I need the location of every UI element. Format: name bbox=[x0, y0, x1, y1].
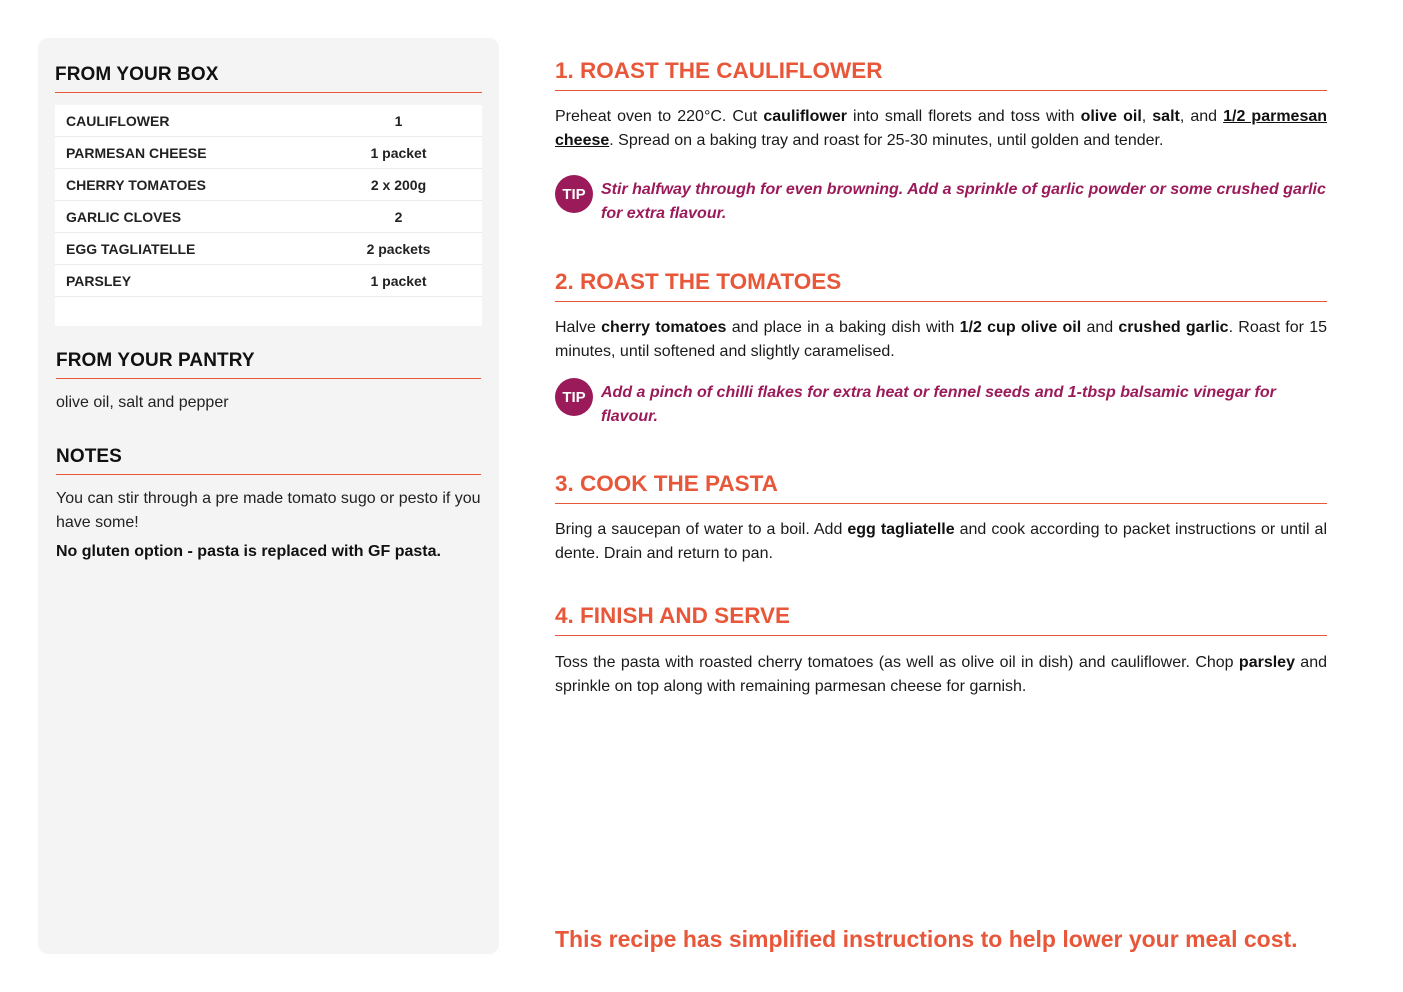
ingredient-qty: 2 bbox=[394, 208, 403, 225]
ingredient-highlight: salt bbox=[1152, 108, 1180, 125]
tip-text: Stir halfway through for even browning. Add a sprinkle of garlic powder or some crushed garlic for extra flavour. bbox=[601, 181, 1326, 222]
step-2-text bbox=[555, 316, 1327, 363]
ingredient-qty: 1 packet bbox=[370, 144, 427, 161]
step-4-text bbox=[555, 651, 1327, 698]
text-run: Toss the pasta with roasted cherry tomatoes (as well as olive oil in dish) and cauliflower. Chop bbox=[555, 654, 1239, 671]
step-4-title: 4. FINISH AND SERVE bbox=[555, 603, 1327, 636]
ingredient-name: EGG TAGLIATELLE bbox=[66, 240, 196, 257]
step-2-title: 2. ROAST THE TOMATOES bbox=[555, 269, 1327, 302]
ingredient-name: GARLIC CLOVES bbox=[66, 208, 182, 225]
text-run: and place in a baking dish with bbox=[726, 319, 960, 336]
ingredient-highlight: egg tagliatelle bbox=[847, 521, 955, 538]
tip-badge: TIP bbox=[555, 175, 593, 213]
ingredients-table bbox=[55, 105, 482, 326]
step-2-tip bbox=[555, 381, 1327, 428]
text-run: . Spread on a baking tray and roast for 25-30 minutes, until golden and tender. bbox=[609, 131, 1164, 149]
ingredient-name: PARSLEY bbox=[66, 272, 132, 289]
ingredient-qty: 2 packets bbox=[366, 240, 431, 257]
ingredient-highlight: olive oil bbox=[1080, 108, 1142, 125]
table-row bbox=[55, 105, 482, 137]
tip-text: Add a pinch of chilli flakes for extra heat or fennel seeds and 1-tbsp balsamic vinegar for flavour. bbox=[601, 384, 1276, 425]
text-run: Halve bbox=[555, 319, 602, 336]
table-row bbox=[55, 265, 482, 297]
notes-text: You can stir through a pre made tomato sugo or pesto if you have some! bbox=[56, 490, 481, 531]
text-run: Preheat oven to 220°C. Cut bbox=[555, 108, 764, 125]
table-row bbox=[55, 233, 482, 265]
ingredients-sidebar bbox=[38, 38, 499, 954]
pantry-text: olive oil, salt and pepper bbox=[56, 394, 229, 411]
notes-heading: NOTES bbox=[56, 446, 481, 475]
table-row bbox=[55, 201, 482, 233]
ingredient-name: CHERRY TOMATOES bbox=[66, 176, 207, 193]
recipe-steps bbox=[555, 0, 1327, 992]
text-run: Bring a saucepan of water to a boil. Add bbox=[555, 521, 848, 538]
from-your-box-heading: FROM YOUR BOX bbox=[55, 64, 482, 93]
text-run: and cook according to packet instructions or until al dente. Drain and return to pan. bbox=[555, 521, 1327, 562]
ingredient-qty: 1 packet bbox=[370, 272, 427, 289]
ingredient-highlight: 1/2 parmesan cheese bbox=[555, 108, 1328, 149]
gluten-note: No gluten option - pasta is replaced with GF pasta. bbox=[56, 543, 441, 560]
ingredient-qty: 1 bbox=[394, 112, 403, 129]
ingredient-highlight: cherry tomatoes bbox=[601, 319, 727, 336]
step-3-text bbox=[555, 518, 1327, 565]
ingredient-highlight: parsley bbox=[1238, 654, 1295, 671]
text-run: and bbox=[1081, 319, 1119, 336]
step-1-text bbox=[555, 105, 1327, 152]
text-run: and sprinkle on top along with remaining parmesan cheese for garnish. bbox=[555, 654, 1328, 695]
ingredient-highlight: crushed garlic bbox=[1118, 319, 1229, 336]
ingredient-name: CAULIFLOWER bbox=[66, 112, 170, 129]
ingredient-name: PARMESAN CHEESE bbox=[66, 144, 207, 161]
table-row bbox=[55, 169, 482, 201]
step-3-title: 3. COOK THE PASTA bbox=[555, 471, 1327, 504]
ingredient-qty: 2 x 200g bbox=[370, 176, 427, 193]
footer-note: This recipe has simplified instructions to help lower your meal cost. bbox=[555, 926, 1298, 952]
ingredient-highlight: 1/2 cup olive oil bbox=[959, 319, 1082, 336]
tip-badge: TIP bbox=[555, 378, 593, 416]
step-1-tip bbox=[555, 178, 1327, 225]
text-run: into small florets and toss with bbox=[846, 108, 1081, 125]
text-run: . Roast for 15 minutes, until softened and slightly caramelised. bbox=[555, 319, 1328, 360]
text-run: , bbox=[1141, 108, 1153, 125]
table-row bbox=[55, 137, 482, 169]
from-your-pantry-heading: FROM YOUR PANTRY bbox=[56, 350, 481, 379]
step-1-title: 1. ROAST THE CAULIFLOWER bbox=[555, 58, 1327, 91]
text-run: , and bbox=[1179, 108, 1224, 125]
ingredient-highlight: cauliflower bbox=[763, 108, 847, 125]
